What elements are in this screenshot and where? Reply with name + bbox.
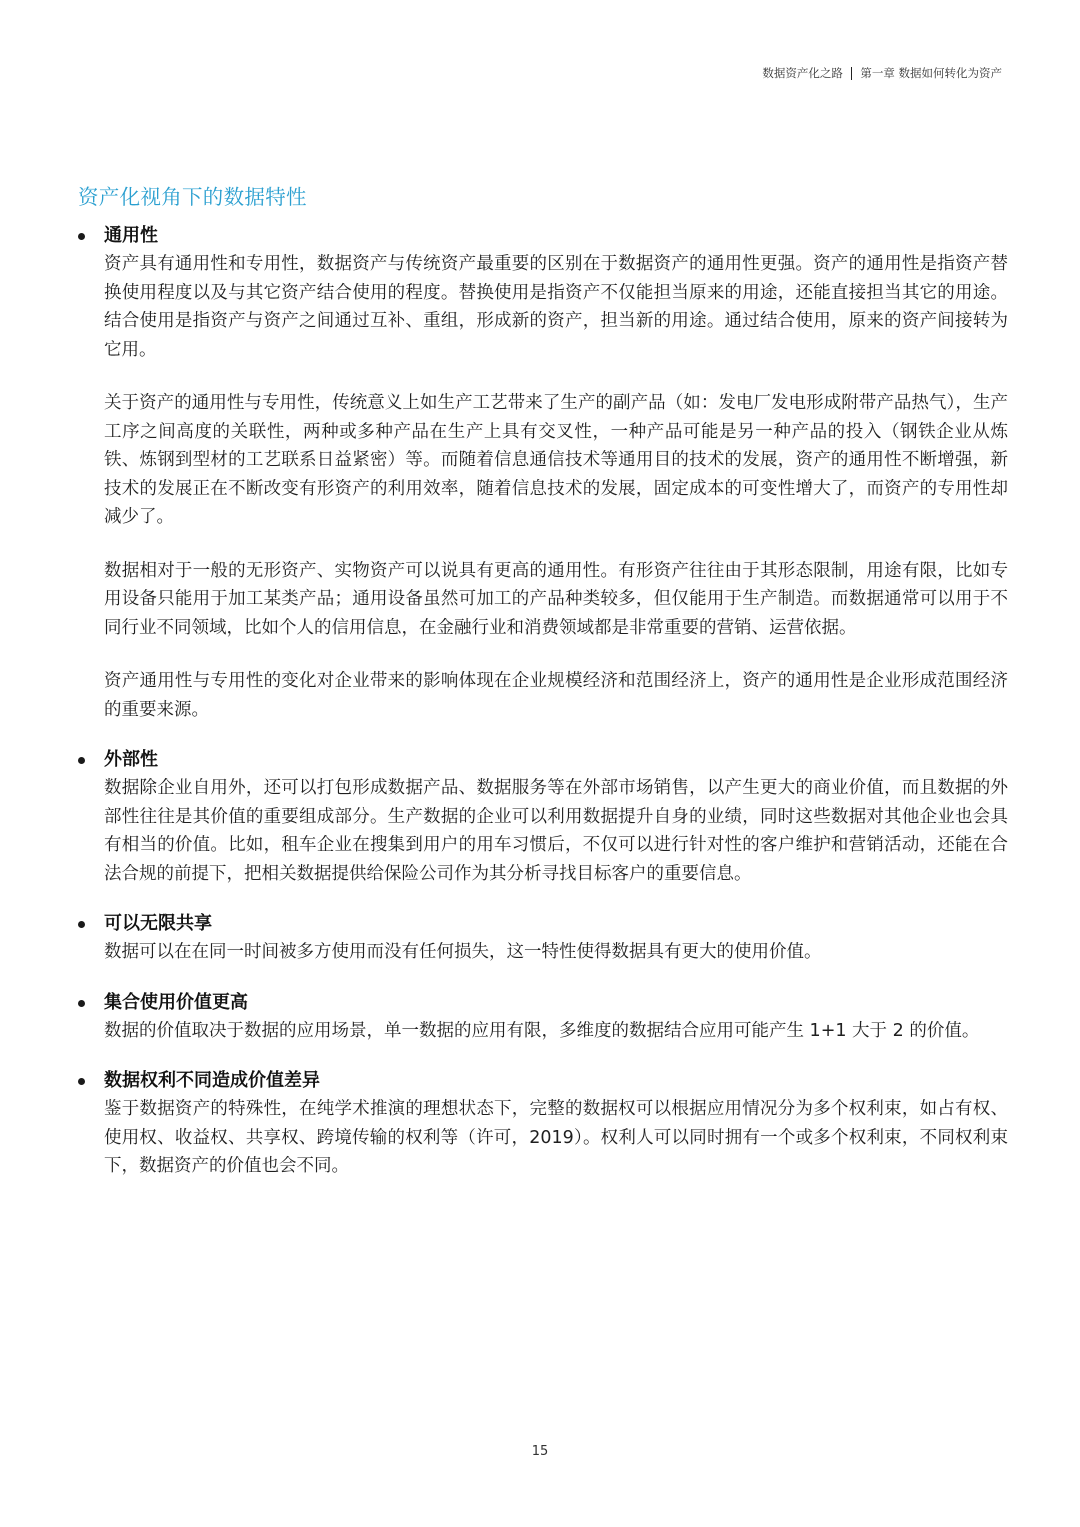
section-content [78,222,1008,1203]
item-title: 可以无限共享 [104,913,212,934]
paragraph: 鉴于数据资产的特殊性，在纯学术推演的理想状态下，完整的数据权可以根据应用情况分为多个权利束，如占有权、使用权、收益权、共享权、跨境传输的权利等（许可，2019）。权利人可以同时拥有一个或多个权利束，不同权利束下，数据资产的价值也会不同。 [104,1099,1008,1176]
list-item-externality [78,746,1008,888]
header-separator [851,67,853,80]
item-title: 数据权利不同造成价值差异 [104,1070,320,1091]
bullet-icon [78,921,85,928]
list-item-unlimited-sharing [78,910,1008,967]
paragraph: 数据除企业自用外，还可以打包形成数据产品、数据服务等在外部市场销售，以产生更大的商业价值，而且数据的外部性往往是其价值的重要组成部分。生产数据的企业可以利用数据提升自身的业绩，同时这些数据对其他企业也会具有相当的价值。比如，租车企业在搜集到用户的用车习惯后，不仅可以进行针对性的客户维护和营销活动，还能在合法合规的前提下，把相关数据提供给保险公司作为其分析寻找目标客户的重要信息。 [104,778,1008,884]
header-book-title: 数据资产化之路 [762,66,843,80]
paragraph: 数据的价值取决于数据的应用场景，单一数据的应用有限，多维度的数据结合应用可能产生 1+1 大于 2 的价值。 [104,1020,980,1041]
bullet-icon [78,233,85,240]
paragraph: 资产具有通用性和专用性，数据资产与传统资产最重要的区别在于数据资产的通用性更强。资产的通用性是指资产替换使用程度以及与其它资产结合使用的程度。替换使用是指资产不仅能担当原来的用途，还能直接担当其它的用途。结合使用是指资产与资产之间通过互补、重组，形成新的资产，担当新的用途。通过结合使用，原来的资产间接转为它用。 [104,254,1008,360]
section-title: 资产化视角下的数据特性 [78,185,307,209]
paragraph: 资产通用性与专用性的变化对企业带来的影响体现在企业规模经济和范围经济上，资产的通用性是企业形成范围经济的重要来源。 [104,671,1008,720]
paragraph: 数据相对于一般的无形资产、实物资产可以说具有更高的通用性。有形资产往往由于其形态限制，用途有限，比如专用设备只能用于加工某类产品；通用设备虽然可加工的产品种类较多，但仅能用于生产制造。而数据通常可以用于不同行业不同领域，比如个人的信用信息，在金融行业和消费领域都是非常重要的营销、运营依据。 [104,560,1008,638]
item-title: 外部性 [104,749,158,770]
paragraph: 数据可以在在同一时间被多方使用而没有任何损失，这一特性使得数据具有更大的使用价值。 [104,942,822,962]
list-item-aggregate-value [78,989,1008,1046]
page-number: 15 [531,1444,549,1459]
paragraph: 关于资产的通用性与专用性，传统意义上如生产工艺带来了生产的副产品（如：发电厂发电形成附带产品热气），生产工序之间高度的关联性，两种或多种产品在生产上具有交叉性，一种产品可能是另一种产品的投入（钢铁企业从炼铁、炼钢到型材的工艺联系日益紧密）等。而随着信息通信技术等通用目的技术的发展，资产的通用性不断增强，新技术的发展正在不断改变有形资产的利用效率，随着信息技术的发展，固定成本的可变性增大了，而资产的专用性却减少了。 [104,393,1008,527]
bullet-icon [78,757,85,764]
item-title: 通用性 [104,225,158,246]
item-title: 集合使用价值更高 [104,991,248,1013]
header-chapter: 第一章 数据如何转化为资产 [860,66,1002,80]
list-item-rights-differences [78,1067,1008,1181]
running-header [762,65,1002,81]
bullet-icon [78,1078,85,1085]
list-item-generality [78,222,1008,724]
bullet-icon [78,1000,85,1007]
